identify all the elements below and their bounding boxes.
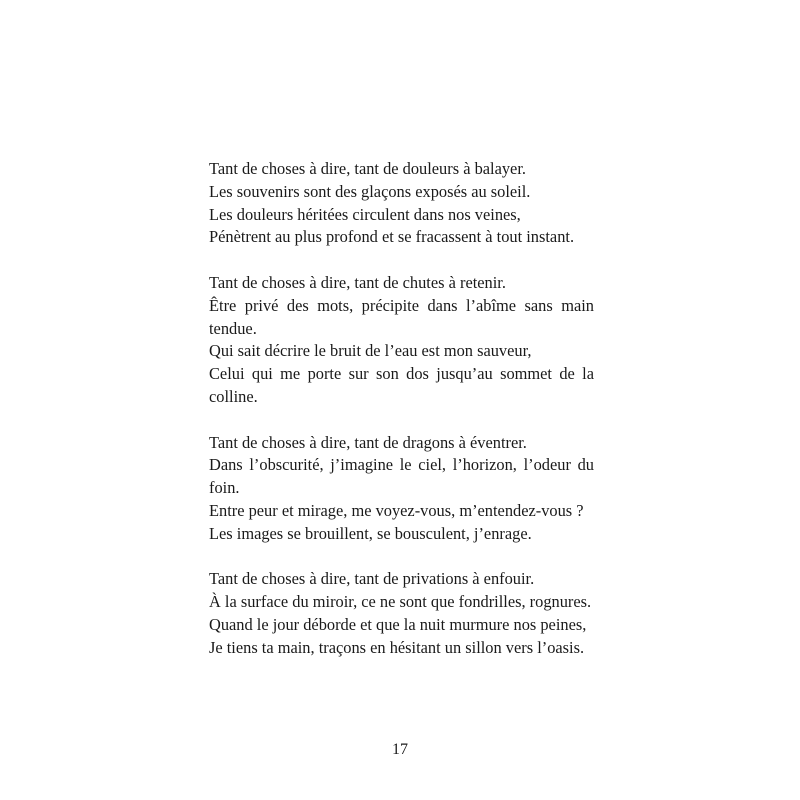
poem-line: Les images se brouillent, se bousculent, j’enrage. (209, 523, 532, 543)
poem-line: Les souvenirs sont des glaçons exposés au soleil. (209, 181, 531, 201)
poem-line: À la surface du miroir, ce ne sont que fondrilles, rognures. (209, 592, 592, 612)
poem-line: Tant de choses à dire, tant de privations à enfouir. (209, 569, 535, 589)
stanza-1 (209, 158, 594, 249)
stanza-4 (209, 568, 594, 659)
poem-line: Quand le jour déborde et que la nuit murmure nos peines, (209, 614, 587, 634)
poem-line: Tant de choses à dire, tant de douleurs à balayer. (209, 159, 526, 178)
poem-body (209, 158, 594, 660)
poem-line: Pénètrent au plus profond et se fracassent à tout instant. (209, 227, 575, 247)
poem-line: Dans l’obscurité, j’imagine le ciel, l’horizon, l’odeur du foin. (209, 455, 594, 498)
poem-line: Entre peur et mirage, me voyez-vous, m’entendez-vous ? (209, 500, 584, 520)
stanza-3 (209, 432, 594, 546)
poem-line: Tant de choses à dire, tant de chutes à retenir. (209, 272, 506, 292)
poem-line: Je tiens ta main, traçons en hésitant un sillon vers l’oasis. (209, 637, 585, 657)
poem-line: Tant de choses à dire, tant de dragons à éventrer. (209, 432, 527, 452)
stanza-2 (209, 272, 594, 409)
poem-line: Être privé des mots, précipite dans l’abîme sans main tendue. (209, 295, 594, 338)
page-number: 17 (392, 741, 408, 758)
poem-line: Les douleurs héritées circulent dans nos veines, (209, 204, 521, 224)
poem-line: Qui sait décrire le bruit de l’eau est mon sauveur, (209, 341, 532, 361)
poem-line: Celui qui me porte sur son dos jusqu’au sommet de la colline. (209, 364, 594, 406)
